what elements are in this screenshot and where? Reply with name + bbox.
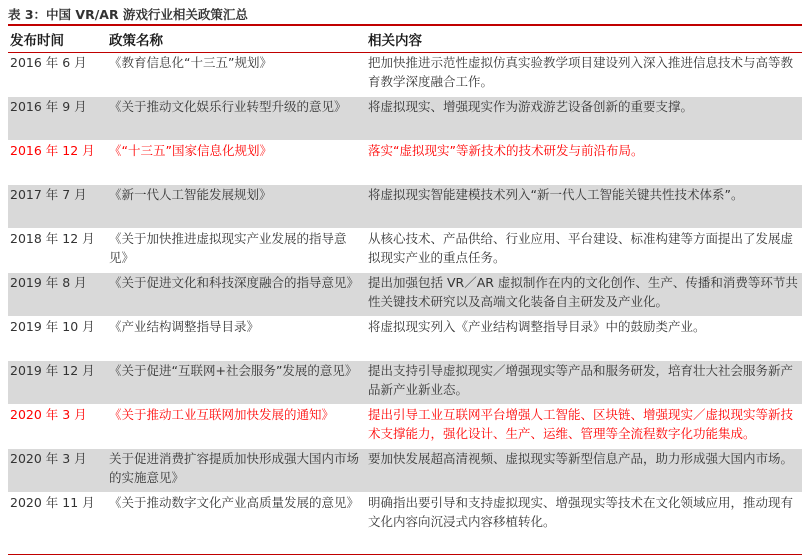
cell-policy-name: 《关于推动数字文化产业高质量发展的意见》 [109,493,368,537]
cell-policy-name: 《产业结构调整指导目录》 [109,317,368,361]
cell-date: 2019 年 10 月 [8,317,109,361]
top-rule [8,24,802,26]
cell-date: 2019 年 8 月 [8,273,109,317]
cell-date: 2020 年 3 月 [8,405,109,449]
cell-policy-name: 关于促进消费扩容提质加快形成强大国内市场的实施意见》 [109,449,368,493]
cell-date: 2016 年 12 月 [8,141,109,185]
cell-date: 2018 年 12 月 [8,229,109,273]
cell-date: 2016 年 6 月 [8,53,109,97]
cell-content: 要加快发展超高清视频、虚拟现实等新型信息产品，助力形成强大国内市场。 [368,449,802,493]
cell-policy-name: 《关于加快推进虚拟现实产业发展的指导意见》 [109,229,368,273]
cell-content: 落实“虚拟现实”等新技术的技术研发与前沿布局。 [368,141,802,185]
header-name: 政策名称 [109,27,368,53]
table-row [8,273,802,317]
policy-table [8,27,802,537]
cell-content: 将虚拟现实、增强现实作为游戏游艺设备创新的重要支撑。 [368,97,802,141]
table-row [8,141,802,185]
cell-policy-name: 《“十三五”国家信息化规划》 [109,141,368,185]
table-row [8,97,802,141]
cell-policy-name: 《关于促进“互联网+社会服务”发展的意见》 [109,361,368,405]
table-caption: 表 3：中国 VR/AR 游戏行业相关政策汇总 [8,7,248,22]
cell-date: 2020 年 11 月 [8,493,109,537]
cell-policy-name: 《新一代人工智能发展规划》 [109,185,368,229]
header-content: 相关内容 [368,27,802,53]
cell-date: 2020 年 3 月 [8,449,109,493]
cell-content: 从核心技术、产品供给、行业应用、平台建设、标准构建等方面提出了发展虚拟现实产业的重点任务。 [368,229,802,273]
cell-policy-name: 《教育信息化“十三五”规划》 [109,53,368,97]
cell-content: 将虚拟现实智能建模技术列入“新一代人工智能关键共性技术体系”。 [368,185,802,229]
table-row [8,317,802,361]
cell-content: 提出支持引导虚拟现实／增强现实等产品和服务研发，培育壮大社会服务新产品新产业新业态。 [368,361,802,405]
table-row [8,53,802,97]
header-date: 发布时间 [8,27,109,53]
table-row [8,361,802,405]
table-row [8,449,802,493]
cell-date: 2016 年 9 月 [8,97,109,141]
cell-content: 明确指出要引导和支持虚拟现实、增强现实等技术在文化领域应用，推动现有文化内容向沉浸式内容移植转化。 [368,493,802,537]
cell-policy-name: 《关于推动文化娱乐行业转型升级的意见》 [109,97,368,141]
cell-content: 将虚拟现实列入《产业结构调整指导目录》中的鼓励类产业。 [368,317,802,361]
cell-content: 提出引导工业互联网平台增强人工智能、区块链、增强现实／虚拟现实等新技术支撑能力，强化设计、生产、运维、管理等全流程数字化功能集成。 [368,405,802,449]
cell-content: 把加快推进示范性虚拟仿真实验教学项目建设列入深入推进信息技术与高等教育教学深度融合工作。 [368,53,802,97]
table-row [8,229,802,273]
bottom-rule [8,554,802,555]
cell-date: 2019 年 12 月 [8,361,109,405]
cell-policy-name: 《关于推动工业互联网加快发展的通知》 [109,405,368,449]
cell-content: 提出加强包括 VR／AR 虚拟制作在内的文化创作、生产、传播和消费等环节共性关键技术研究以及高端文化装备自主研发及产业化。 [368,273,802,317]
header-row [8,27,802,53]
cell-date: 2017 年 7 月 [8,185,109,229]
table-row [8,405,802,449]
table-row [8,185,802,229]
table-row [8,493,802,537]
cell-policy-name: 《关于促进文化和科技深度融合的指导意见》 [109,273,368,317]
